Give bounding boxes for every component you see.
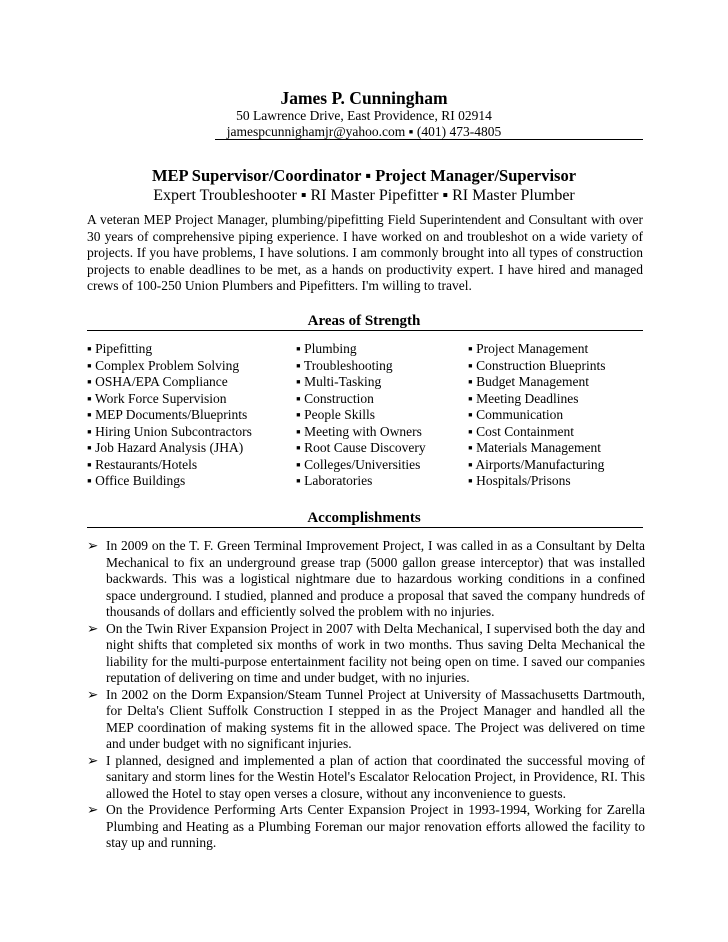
strength-item: ▪ Hiring Union Subcontractors bbox=[87, 423, 252, 439]
summary-paragraph: A veteran MEP Project Manager, plumbing/pipefitting Field Superintendent and Consultant with over 30 years of comprehensive piping experience. I have worked on and troubleshot on a wide variety of projects. If you have problems, I have solutions. I am commonly brought into all types of construction projects to enable deadlines to be met, as a hands on productivity expert. I have hired and managed crews of 100-250 Union Plumbers and Pipefitters. I'm willing to travel. bbox=[87, 212, 643, 293]
headline-licenses: Expert Troubleshooter ▪ RI Master Pipefitter ▪ RI Master Plumber bbox=[153, 187, 575, 204]
accomplishment-text: In 2009 on the T. F. Green Terminal Improvement Project, I was called in as a Consultant by Delta Mechanical to fix an underground grease trap (5000 gallon grease interceptor) that was installed backwards. This was a logistical nightmare due to hazardous working conditions in a confined space underground. I studied, planned and produce a proposal that saved the company hundreds of thousands of dollars and efficiently solved the problem with no injuries. bbox=[106, 538, 645, 619]
strength-item: ▪ Airports/Manufacturing bbox=[468, 456, 605, 472]
strength-item: ▪ Materials Management bbox=[468, 440, 601, 455]
applicant-name: James P. Cunningham bbox=[280, 88, 448, 108]
strength-item: ▪ MEP Documents/Blueprints bbox=[87, 407, 248, 422]
strength-item: ▪ Colleges/Universities bbox=[296, 456, 421, 472]
address-line: 50 Lawrence Drive, East Providence, RI 02914 bbox=[236, 108, 492, 123]
accomplishment-text: In 2002 on the Dorm Expansion/Steam Tunnel Project at University of Massachusetts Dartmouth, for Delta's Client Suffolk Construction I stepped in as the Project Manager and handled all the MEP coordination of making systems fit in the allowed space. The Project was delivered on time and under budget with no significant injuries. bbox=[106, 686, 645, 751]
accomplishment-item bbox=[87, 538, 645, 621]
accomplishment-text: On the Twin River Expansion Project in 2007 with Delta Mechanical, I supervised both the day and night shifts that completed six months of work in two months. Thus saving Delta Mechanical the liability for the multi-purpose entertainment facility not being open on time. I saved our companies reputation of delivering on time and under budget, with no injuries. bbox=[106, 620, 645, 685]
strength-item: ▪ Work Force Supervision bbox=[87, 390, 227, 406]
accomplishment-text: On the Providence Performing Arts Center Expansion Project in 1993-1994, Working for Zarella Plumbing and Heating as a Plumbing Foreman our major renovation efforts allowed the facility to stay up and running. bbox=[106, 802, 645, 850]
strength-item: ▪ Restaurants/Hotels bbox=[87, 456, 198, 472]
strength-item: ▪ People Skills bbox=[296, 407, 376, 422]
strength-item: ▪ OSHA/EPA Compliance bbox=[87, 374, 228, 389]
accomplishments-rule bbox=[87, 527, 643, 528]
strength-item: ▪ Meeting with Owners bbox=[296, 423, 422, 439]
strength-item: ▪ Meeting Deadlines bbox=[468, 390, 579, 406]
arrow-bullet-icon: ➢ bbox=[87, 538, 99, 553]
strength-item: ▪ Plumbing bbox=[296, 341, 357, 356]
strength-item: ▪ Job Hazard Analysis (JHA) bbox=[87, 440, 244, 455]
strength-item: ▪ Construction bbox=[296, 390, 374, 406]
accomplishment-item bbox=[87, 802, 645, 852]
header-rule bbox=[215, 139, 643, 140]
strength-item: ▪ Root Cause Discovery bbox=[296, 440, 426, 455]
arrow-bullet-icon: ➢ bbox=[87, 620, 99, 636]
accomplishment-item bbox=[87, 687, 645, 753]
strength-item: ▪ Construction Blueprints bbox=[468, 357, 606, 373]
arrow-bullet-icon: ➢ bbox=[87, 752, 99, 768]
contact-line: jamespcunnighamjr@yahoo.com ▪ (401) 473-4805 bbox=[226, 124, 502, 139]
strength-item: ▪ Laboratories bbox=[296, 473, 373, 488]
strength-item: ▪ Hospitals/Prisons bbox=[468, 473, 571, 488]
strengths-column-3 bbox=[468, 341, 606, 490]
strengths-column-1 bbox=[87, 341, 252, 490]
accomplishments-list bbox=[87, 538, 645, 852]
section-title-accomplishments: Accomplishments bbox=[307, 510, 421, 526]
arrow-bullet-icon: ➢ bbox=[87, 802, 99, 817]
strengths-rule bbox=[87, 330, 643, 331]
strength-item: ▪ Project Management bbox=[468, 341, 589, 356]
strength-item: ▪ Complex Problem Solving bbox=[87, 357, 240, 373]
strength-item: ▪ Cost Containment bbox=[468, 423, 575, 439]
section-title-strengths: Areas of Strength bbox=[307, 313, 421, 329]
strength-item: ▪ Troubleshooting bbox=[296, 357, 393, 373]
strength-item: ▪ Pipefitting bbox=[87, 341, 153, 356]
strength-item: ▪ Multi-Tasking bbox=[296, 374, 382, 389]
accomplishment-text: I planned, designed and implemented a plan of action that coordinated the successful moving of sanitary and storm lines for the Westin Hotel's Escalator Relocation Project, in Providence, RI. This allowed the Hotel to stay open verses a closure, without any inconvenience to guests. bbox=[106, 752, 645, 801]
accomplishment-item bbox=[87, 621, 645, 687]
strength-item: ▪ Budget Management bbox=[468, 374, 590, 389]
strengths-column-2 bbox=[296, 341, 426, 490]
accomplishment-item bbox=[87, 753, 645, 803]
headline-titles: MEP Supervisor/Coordinator ▪ Project Manager/Supervisor bbox=[151, 166, 577, 185]
strength-item: ▪ Communication bbox=[468, 407, 564, 422]
arrow-bullet-icon: ➢ bbox=[87, 686, 99, 702]
strength-item: ▪ Office Buildings bbox=[87, 473, 186, 488]
